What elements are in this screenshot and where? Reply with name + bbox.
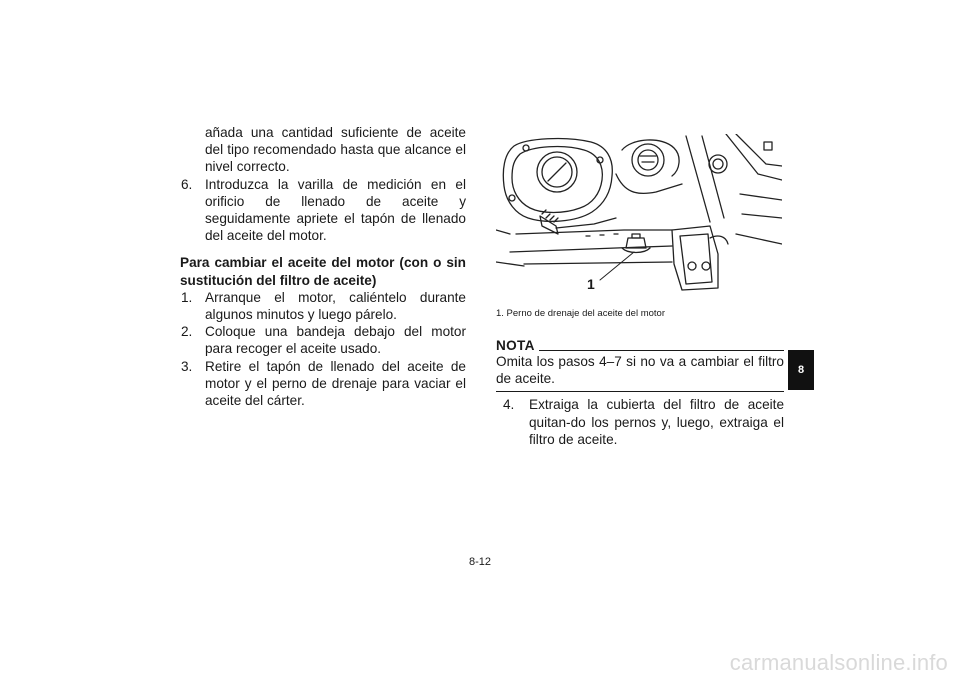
step-number: 2. bbox=[181, 324, 193, 340]
step-text: Coloque una bandeja debajo del motor para recoger el aceite usado. bbox=[205, 324, 466, 357]
engine-line-drawing bbox=[496, 134, 782, 294]
right-column bbox=[496, 134, 784, 448]
step-4 bbox=[496, 396, 784, 448]
step-number: 3. bbox=[181, 358, 193, 374]
step-text: Introduzca la varilla de medición en el orificio de llenado de aceite y seguidamente apriete el tapón de llenado del aceite del motor. bbox=[205, 176, 466, 244]
step-number: 6. bbox=[181, 176, 193, 192]
left-column bbox=[180, 124, 466, 409]
step-number: 4. bbox=[503, 397, 515, 413]
chapter-tab: 8 bbox=[788, 350, 814, 390]
engine-drain-bolt-illustration bbox=[496, 134, 782, 294]
step-text: Arranque el motor, caliéntelo durante algunos minutos y luego párelo. bbox=[205, 289, 466, 323]
step-3 bbox=[180, 358, 466, 410]
step-1 bbox=[180, 289, 466, 323]
note-rule bbox=[539, 350, 784, 351]
step-number: 1. bbox=[181, 289, 193, 305]
note-title: NOTA bbox=[496, 338, 535, 353]
note-header bbox=[496, 338, 784, 353]
page-number: 8-12 bbox=[468, 556, 492, 568]
step-text: Retire el tapón de llenado del aceite de motor y el perno de drenaje para vaciar el aceite del cárter. bbox=[205, 358, 466, 409]
step-2 bbox=[180, 323, 466, 357]
step-text: Extraiga la cubierta del filtro de aceite quitan-do los pernos y, luego, extraiga el filtro de aceite. bbox=[529, 397, 784, 447]
note-body bbox=[496, 353, 784, 392]
continued-paragraph: añada una cantidad suficiente de aceite del tipo recomendado hasta que alcance el nivel correcto. bbox=[205, 125, 466, 175]
watermark: carmanualsonline.info bbox=[729, 650, 948, 675]
figure-callout-number: 1 bbox=[587, 276, 595, 292]
section-heading: Para cambiar el aceite del motor (con o sin sustitución del filtro de aceite) bbox=[180, 255, 466, 288]
step-6 bbox=[180, 176, 466, 245]
note-text: Omita los pasos 4–7 si no va a cambiar el filtro de aceite. bbox=[496, 354, 784, 387]
figure-caption: 1. Perno de drenaje del aceite del motor bbox=[496, 308, 665, 319]
